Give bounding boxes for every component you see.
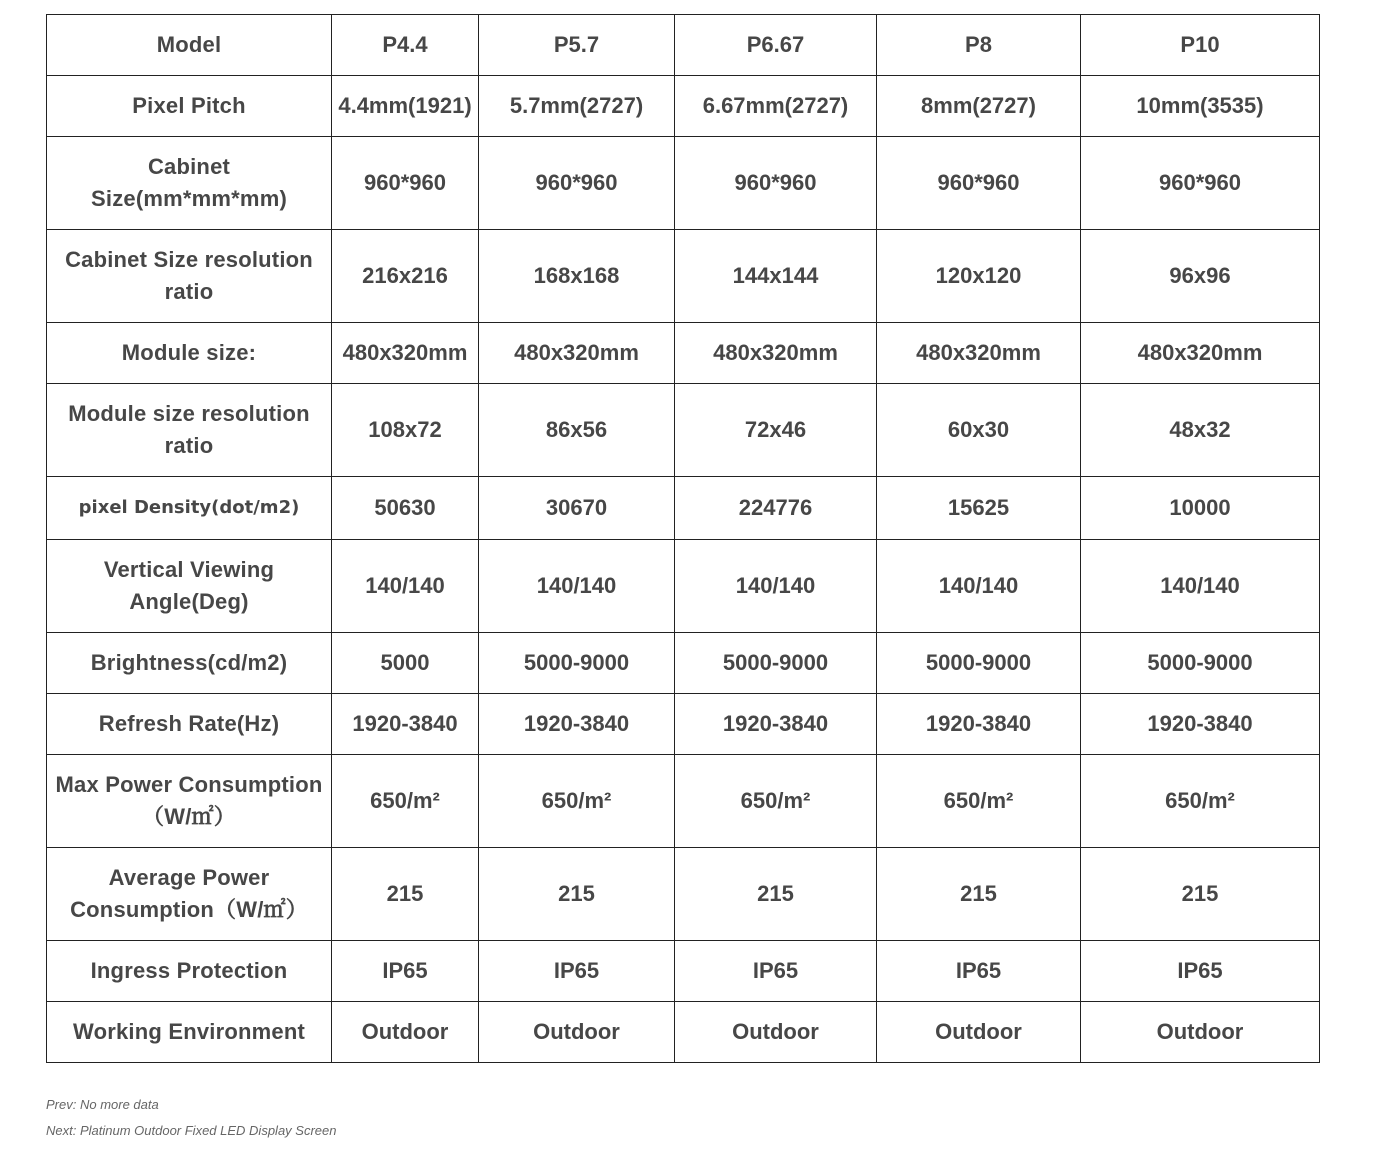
table-cell: 480x320mm (675, 323, 877, 384)
table-cell: 50630 (332, 477, 479, 540)
table-row (47, 323, 1320, 384)
table-cell: Outdoor (332, 1002, 479, 1063)
table-cell: 480x320mm (877, 323, 1081, 384)
row-label: Average Power Consumption（W/㎡） (47, 848, 332, 941)
table-cell: 480x320mm (479, 323, 675, 384)
table-cell: 650/m² (1081, 755, 1320, 848)
table-cell: IP65 (675, 941, 877, 1002)
table-cell: IP65 (1081, 941, 1320, 1002)
table-cell: 140/140 (675, 540, 877, 633)
table-row (47, 230, 1320, 323)
row-label: Brightness(cd/m2) (47, 633, 332, 694)
table-cell: 5000 (332, 633, 479, 694)
next-link[interactable]: Platinum Outdoor Fixed LED Display Screen (79, 1123, 337, 1138)
row-label: Cabinet Size resolution ratio (47, 230, 332, 323)
table-cell: Outdoor (479, 1002, 675, 1063)
prev-link-row (46, 1092, 336, 1118)
table-cell: 5000-9000 (675, 633, 877, 694)
table-cell: 60x30 (877, 384, 1081, 477)
table-cell: 480x320mm (332, 323, 479, 384)
table-cell: 960*960 (877, 137, 1081, 230)
table-cell: 224776 (675, 477, 877, 540)
table-cell: 215 (675, 848, 877, 941)
prev-link: No more data (79, 1097, 159, 1112)
table-cell: Outdoor (1081, 1002, 1320, 1063)
table-cell: 140/140 (479, 540, 675, 633)
table-cell: 10000 (1081, 477, 1320, 540)
table-cell: IP65 (332, 941, 479, 1002)
row-label: Cabinet Size(mm*mm*mm) (47, 137, 332, 230)
table-cell: 215 (479, 848, 675, 941)
table-cell: 5.7mm(2727) (479, 76, 675, 137)
next-prefix: Next: (46, 1123, 80, 1138)
table-cell: 215 (332, 848, 479, 941)
row-label: Pixel Pitch (47, 76, 332, 137)
table-row (47, 941, 1320, 1002)
row-label: Max Power Consumption（W/㎡） (47, 755, 332, 848)
row-label: Ingress Protection (47, 941, 332, 1002)
table-cell: 86x56 (479, 384, 675, 477)
table-cell: 140/140 (1081, 540, 1320, 633)
table-cell: 215 (1081, 848, 1320, 941)
table-cell: Outdoor (877, 1002, 1081, 1063)
table-row (47, 755, 1320, 848)
table-cell: 650/m² (332, 755, 479, 848)
table-cell: 8mm(2727) (877, 76, 1081, 137)
table-cell: 1920-3840 (1081, 694, 1320, 755)
table-row (47, 137, 1320, 230)
table-cell: 108x72 (332, 384, 479, 477)
row-label: pixel Density(dot/m2) (47, 477, 332, 540)
header-cell: P6.67 (675, 15, 877, 76)
table-cell: 30670 (479, 477, 675, 540)
table-cell: 1920-3840 (332, 694, 479, 755)
table-cell: 960*960 (332, 137, 479, 230)
table-cell: 215 (877, 848, 1081, 941)
table-cell: 144x144 (675, 230, 877, 323)
table-cell: 216x216 (332, 230, 479, 323)
table-cell: 140/140 (332, 540, 479, 633)
table-row (47, 477, 1320, 540)
table-header-row (47, 15, 1320, 76)
table-cell: 650/m² (479, 755, 675, 848)
row-label: Vertical Viewing Angle(Deg) (47, 540, 332, 633)
table-row (47, 76, 1320, 137)
table-cell: 650/m² (675, 755, 877, 848)
row-label: Module size: (47, 323, 332, 384)
table-cell: 120x120 (877, 230, 1081, 323)
header-cell: P10 (1081, 15, 1320, 76)
table-cell: 5000-9000 (1081, 633, 1320, 694)
table-cell: 140/140 (877, 540, 1081, 633)
table-cell: 1920-3840 (479, 694, 675, 755)
header-cell: Model (47, 15, 332, 76)
table-cell: IP65 (877, 941, 1081, 1002)
table-cell: 1920-3840 (675, 694, 877, 755)
row-label: Working Environment (47, 1002, 332, 1063)
table-cell: 960*960 (675, 137, 877, 230)
table-cell: 168x168 (479, 230, 675, 323)
table-row (47, 540, 1320, 633)
table-cell: 72x46 (675, 384, 877, 477)
table-cell: 48x32 (1081, 384, 1320, 477)
header-cell: P8 (877, 15, 1081, 76)
table-cell: 6.67mm(2727) (675, 76, 877, 137)
row-label: Refresh Rate(Hz) (47, 694, 332, 755)
table-cell: 15625 (877, 477, 1081, 540)
table-row (47, 694, 1320, 755)
table-cell: 650/m² (877, 755, 1081, 848)
table-cell: 480x320mm (1081, 323, 1320, 384)
table-cell: 1920-3840 (877, 694, 1081, 755)
table-row (47, 384, 1320, 477)
table-cell: 5000-9000 (479, 633, 675, 694)
table-row (47, 633, 1320, 694)
table-cell: 960*960 (1081, 137, 1320, 230)
table-cell: IP65 (479, 941, 675, 1002)
table-cell: 10mm(3535) (1081, 76, 1320, 137)
next-link-row (46, 1118, 336, 1144)
header-cell: P5.7 (479, 15, 675, 76)
prev-prefix: Prev: (46, 1097, 80, 1112)
table-row (47, 1002, 1320, 1063)
spec-table (46, 14, 1320, 1063)
table-cell: 5000-9000 (877, 633, 1081, 694)
prev-next-nav (46, 1092, 336, 1144)
table-row (47, 848, 1320, 941)
table-cell: 960*960 (479, 137, 675, 230)
row-label: Module size resolution ratio (47, 384, 332, 477)
table-cell: 4.4mm(1921) (332, 76, 479, 137)
table-cell: Outdoor (675, 1002, 877, 1063)
header-cell: P4.4 (332, 15, 479, 76)
table-cell: 96x96 (1081, 230, 1320, 323)
